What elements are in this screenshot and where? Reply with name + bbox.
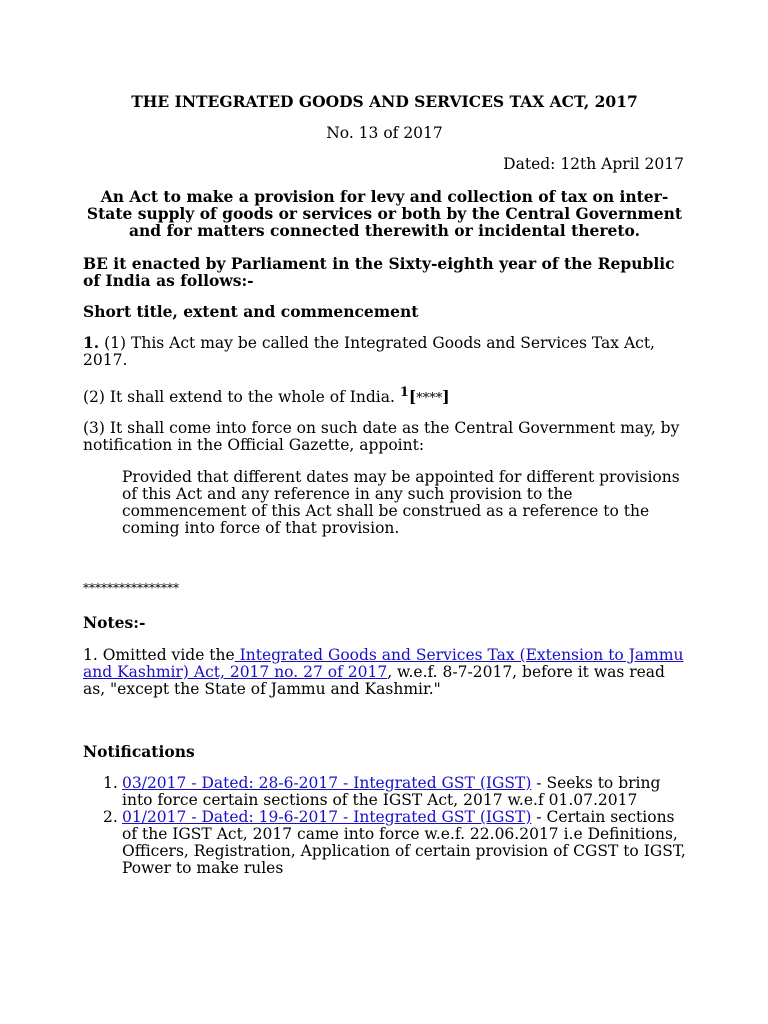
section-number: 1.	[83, 333, 100, 352]
notification-description: - Certain sections of the IGST Act, 2017 came into force w.e.f. 22.06.2017 i.e Definitions, Officers, Registration, Application of certain provision of CGST to IGST, Power to make rules	[122, 808, 686, 877]
section-1-subsection-1	[83, 334, 686, 369]
notification-link[interactable]: 03/2017 - Dated: 28-6-2017 - Integrated GST (IGST)	[122, 774, 532, 792]
notification-item	[83, 809, 686, 877]
act-title: THE INTEGRATED GOODS AND SERVICES TAX ACT, 2017	[131, 92, 638, 111]
note-1-link[interactable]: Integrated Goods and Services Tax (Extension to Jammu and Kashmir) Act, 2017 no. 27 of 2017	[83, 646, 684, 681]
notifications-list	[83, 775, 686, 877]
enacting-clause: BE it enacted by Parliament in the Sixty-eighth year of the Republic of India as follows:-	[83, 254, 675, 290]
act-number: No. 13 of 2017	[326, 124, 443, 142]
notification-item	[83, 775, 686, 809]
notes-heading: Notes:-	[83, 613, 146, 632]
proviso-paragraph: Provided that different dates may be appointed for different provisions of this Act and any reference in any such provision to the commencement of this Act shall be construed as a reference to the coming into force of that provision.	[122, 468, 680, 537]
omitted-open-bracket: [	[408, 387, 417, 406]
notification-link[interactable]: 01/2017 - Dated: 19-6-2017 - Integrated GST (IGST)	[122, 808, 532, 826]
notification-number: 2.	[103, 808, 118, 826]
act-date: Dated: 12th April 2017	[503, 155, 684, 173]
notification-number: 1.	[103, 774, 118, 792]
section-1-subsection-2	[83, 385, 686, 407]
note-item-1	[83, 647, 686, 698]
omitted-stars: ****	[416, 391, 443, 406]
subsection-2-text: (2) It shall extend to the whole of India.	[83, 388, 395, 406]
note-1-prefix: 1. Omitted vide the	[83, 646, 235, 664]
subsection-1-text: (1) This Act may be called the Integrated Goods and Services Tax Act, 2017.	[83, 334, 655, 369]
act-long-title: An Act to make a provision for levy and collection of tax on inter-State supply of goods or services or both by the Central Government and for matters connected therewith or incidental thereto.	[86, 187, 683, 240]
separator-stars: ****************	[83, 581, 179, 595]
footnote-marker: 1	[399, 385, 409, 400]
notification-description: - Seeks to bring into force certain sections of the IGST Act, 2017 w.e.f 01.07.2017	[122, 774, 661, 809]
section-1-subsection-3: (3) It shall come into force on such date as the Central Government may, by notification in the Official Gazette, appoint:	[83, 419, 680, 454]
section-heading: Short title, extent and commencement	[83, 302, 419, 321]
note-1-suffix: , w.e.f. 8-7-2017, before it was read as, "except the State of Jammu and Kashmir."	[83, 663, 665, 698]
notifications-heading: Notifications	[83, 742, 195, 761]
omitted-text-marker	[409, 387, 450, 406]
omitted-close-bracket: ]	[442, 387, 450, 406]
